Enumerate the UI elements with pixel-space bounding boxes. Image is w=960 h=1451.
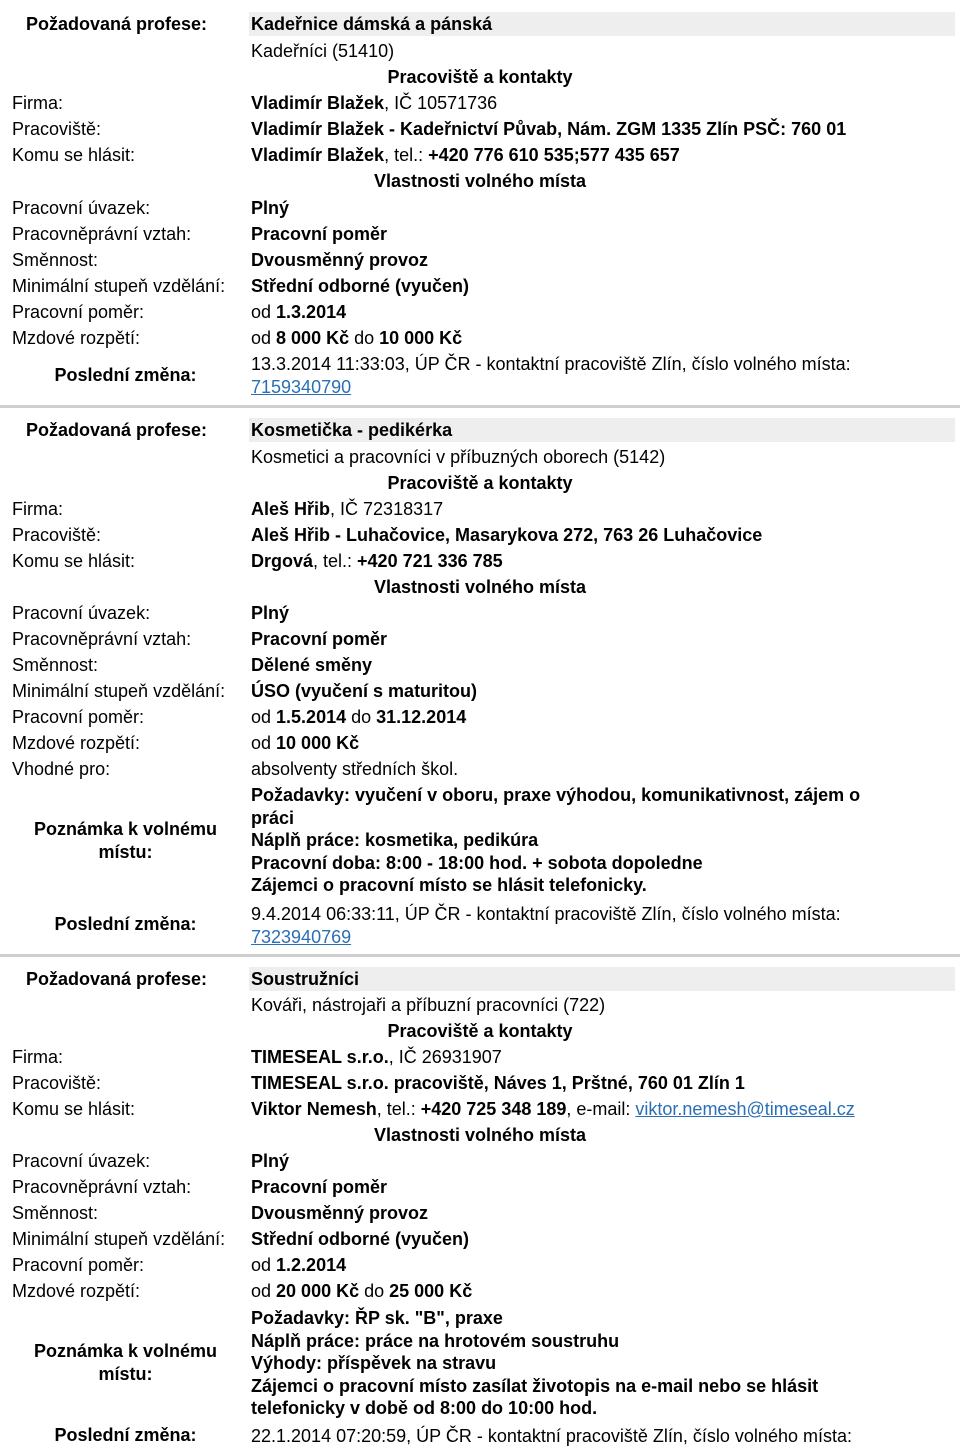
salary-to-prefix: do [359,1281,390,1301]
employment-relation-label: Pracovněprávní vztah: [12,1177,192,1197]
shift-value: Dělené směny [251,655,373,675]
education-label: Minimální stupeň vzdělání: [12,681,226,701]
salary-min: 10 000 Kč [276,733,360,753]
employment-period-label: Pracovní poměr: [12,302,145,322]
employment-from-date: 1.2.2014 [276,1255,347,1275]
workplace-value: Vladimír Blažek - Kadeřnictví Půvab, Nám. ZGM 1335 Zlín PSČ: 760 01 [251,119,847,139]
employment-from-prefix: od [251,1255,277,1275]
company-name: Vladimír Blažek [251,93,385,113]
salary-from-prefix: od [251,733,277,753]
last-change-label: Poslední změna: [54,914,197,934]
note-line: Pracovní doba: 8:00 - 18:00 hod. + sobota dopoledne [251,852,703,873]
note-line: Zájemci o pracovní místo se hlásit telefonicky. [251,875,647,895]
company-label: Firma: [12,93,63,113]
employment-from-date: 1.5.2014 [276,707,347,727]
shift-label: Směnnost: [12,655,99,675]
workplace-label: Pracoviště: [12,525,102,545]
employment-relation-label: Pracovněprávní vztah: [12,224,192,244]
employment-relation-label: Pracovněprávní vztah: [12,629,192,649]
education-value: ÚSO (vyučení s maturitou) [251,681,478,701]
note-line: práci [251,807,295,828]
workplace-label: Pracoviště: [12,119,102,139]
profession-value: Kadeřnice dámská a pánská [251,14,493,34]
company-label: Firma: [12,499,63,519]
workload-value: Plný [251,1151,290,1171]
employment-relation-value: Pracovní poměr [251,1177,388,1197]
profession-label: Požadovaná profese: [26,420,208,440]
section-workplace-contacts: Pracoviště a kontakty [387,67,573,87]
contact-label: Komu se hlásit: [12,551,136,571]
contact-phone: +420 721 336 785 [357,551,503,571]
contact-phone: +420 776 610 535;577 435 657 [428,145,680,165]
employment-period-label: Pracovní poměr: [12,707,145,727]
workplace-value: Aleš Hřib - Luhačovice, Masarykova 272, 763 26 Luhačovice [251,525,763,545]
last-change-value: 13.3.2014 11:33:03, ÚP ČR - kontaktní pracoviště Zlín, číslo volného místa: [251,354,851,374]
profession-label: Požadovaná profese: [26,969,208,989]
contact-label: Komu se hlásit: [12,145,136,165]
salary-label: Mzdové rozpětí: [12,328,141,348]
workplace-value: TIMESEAL s.r.o. pracoviště, Náves 1, Prštné, 760 01 Zlín 1 [251,1073,745,1093]
education-value: Střední odborné (vyučen) [251,1229,470,1249]
contact-name: Viktor Nemesh [251,1099,377,1119]
shift-label: Směnnost: [12,1203,99,1223]
workload-label: Pracovní úvazek: [12,603,151,623]
employment-relation-value: Pracovní poměr [251,224,388,244]
note-value [251,1307,818,1420]
note-line: Výhody: příspěvek na stravu [251,1353,497,1373]
note-value [251,784,860,897]
profession-label: Požadovaná profese: [26,14,208,34]
company-id: , IČ 26931907 [388,1047,502,1067]
section-vacancy-properties: Vlastnosti volného místa [373,171,587,191]
contact-name: Vladimír Blažek [251,145,385,165]
workload-label: Pracovní úvazek: [12,1151,151,1171]
vacancy-number-link[interactable]: 7323940769 [251,927,352,947]
section-workplace-contacts: Pracoviště a kontakty [387,473,573,493]
note-line: Zájemci o pracovní místo zasílat životopis na e-mail nebo se hlásit [251,1375,819,1396]
company-id: , IČ 72318317 [330,499,444,519]
section-vacancy-properties: Vlastnosti volného místa [373,577,587,597]
note-line: Náplň práce: kosmetika, pedikúra [251,830,539,850]
note-label-line-1: Poznámka k volnému [33,819,218,839]
note-label [0,1340,251,1386]
contact-phone-prefix: , tel.: [384,145,429,165]
note-line: Požadavky: vyučení v oboru, praxe výhodou, komunikativnost, zájem o [251,785,861,805]
education-label: Minimální stupeň vzdělání: [12,276,226,296]
company-name: Aleš Hřib [251,499,331,519]
workplace-label: Pracoviště: [12,1073,102,1093]
salary-label: Mzdové rozpětí: [12,733,141,753]
employment-to-prefix: do [346,707,377,727]
note-line: telefonicky v době od 8:00 do 10:00 hod. [251,1398,598,1418]
note-label-line-2: místu: [98,1364,153,1384]
last-change-value: 9.4.2014 06:33:11, ÚP ČR - kontaktní pracoviště Zlín, číslo volného místa: [251,904,841,924]
last-change-label: Poslední změna: [54,365,197,385]
section-workplace-contacts: Pracoviště a kontakty [387,1021,573,1041]
salary-label: Mzdové rozpětí: [12,1281,141,1301]
contact-phone: +420 725 348 189 [420,1099,567,1119]
employment-from-date: 1.3.2014 [276,302,347,322]
note-line: Náplň práce: práce na hrotovém soustruhu [251,1330,620,1351]
suitable-for-label: Vhodné pro: [12,759,111,779]
education-value: Střední odborné (vyučen) [251,276,470,296]
contact-phone-prefix: , tel.: [376,1099,421,1119]
salary-from-prefix: od [251,1281,277,1301]
salary-to-prefix: do [349,328,380,348]
note-line: Požadavky: ŘP sk. "B", praxe [251,1308,503,1328]
salary-from-prefix: od [251,328,277,348]
workload-label: Pracovní úvazek: [12,198,151,218]
note-label-line-2: místu: [98,842,153,862]
profession-category: Kováři, nástrojaři a příbuzní pracovníci (722) [251,995,606,1015]
section-vacancy-properties: Vlastnosti volného místa [373,1125,587,1145]
note-label [0,818,251,864]
contact-label: Komu se hlásit: [12,1099,136,1119]
salary-min: 20 000 Kč [276,1281,360,1301]
shift-value: Dvousměnný provoz [251,250,429,270]
profession-value: Kosmetička - pedikérka [251,420,453,440]
suitable-for-value: absolventy středních škol. [251,759,459,779]
employment-from-prefix: od [251,302,277,322]
vacancy-number-link[interactable]: 7159340790 [251,377,352,397]
contact-name: Drgová [251,551,314,571]
employment-from-prefix: od [251,707,277,727]
last-change-label: Poslední změna: [54,1425,197,1445]
contact-email-prefix: , e-mail: [566,1099,636,1119]
workload-value: Plný [251,603,290,623]
salary-max: 10 000 Kč [379,328,463,348]
profession-category: Kosmetici a pracovníci v příbuzných oborech (5142) [251,447,666,467]
note-label-line-1: Poznámka k volnému [33,1341,218,1361]
last-change-value: 22.1.2014 07:20:59, ÚP ČR - kontaktní pracoviště Zlín, číslo volného místa: [251,1426,852,1446]
profession-category: Kadeřníci (51410) [251,41,395,61]
job-separator [0,954,960,957]
company-id: , IČ 10571736 [384,93,498,113]
job-separator [0,405,960,408]
shift-label: Směnnost: [12,250,99,270]
company-label: Firma: [12,1047,63,1067]
employment-relation-value: Pracovní poměr [251,629,388,649]
salary-min: 8 000 Kč [276,328,350,348]
education-label: Minimální stupeň vzdělání: [12,1229,226,1249]
shift-value: Dvousměnný provoz [251,1203,429,1223]
company-name: TIMESEAL s.r.o. [251,1047,389,1067]
contact-email-link[interactable]: viktor.nemesh@timeseal.cz [635,1099,855,1119]
contact-phone-prefix: , tel.: [313,551,358,571]
profession-value: Soustružníci [251,969,360,989]
salary-max: 25 000 Kč [389,1281,473,1301]
employment-to-date: 31.12.2014 [376,707,467,727]
workload-value: Plný [251,198,290,218]
employment-period-label: Pracovní poměr: [12,1255,145,1275]
